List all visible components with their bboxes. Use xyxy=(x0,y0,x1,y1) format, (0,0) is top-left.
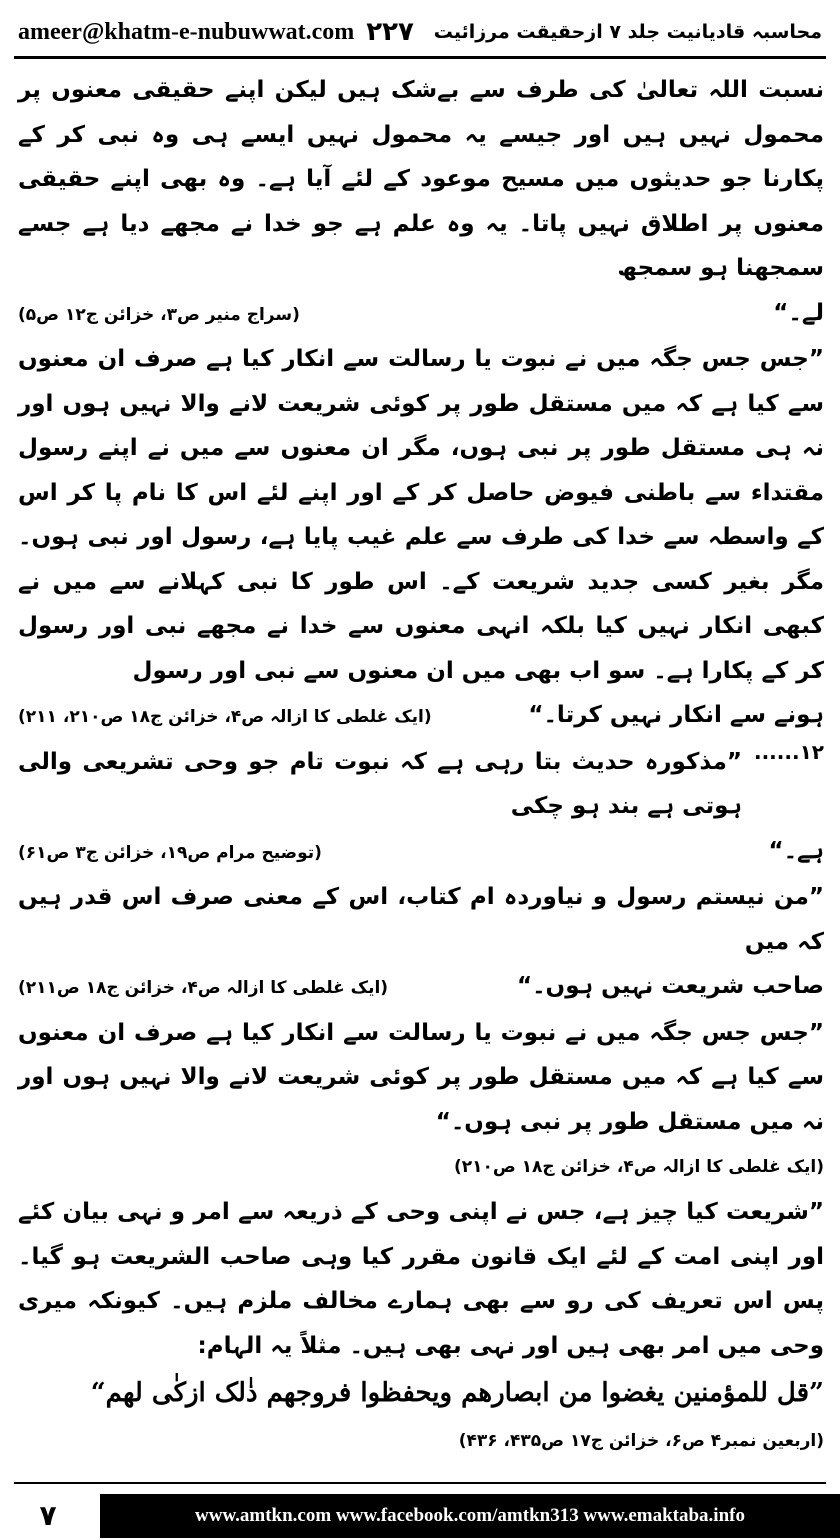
header-email: ameer@khatm-e-nubuwwat.com xyxy=(18,18,355,45)
page-footer xyxy=(0,1490,840,1540)
footer-rule xyxy=(14,1482,826,1484)
citation-4: (ایک غلطی کا ازالہ ص۴، خزائن ج۱۸ ص۲۱۱) xyxy=(18,978,389,998)
paragraph-3: ”مذکورہ حدیث بتا رہی ہے کہ نبوت تام جو وحی تشریعی والی ہوتی ہے بند ہو چکی xyxy=(18,748,742,819)
citation-5: (ایک غلطی کا ازالہ ص۴، خزائن ج۱۸ ص۲۱۰) xyxy=(453,1157,824,1177)
header-book-title: محاسبہ قادیانیت جلد ۷ ازحقیقت مرزائیت xyxy=(433,21,822,43)
numbered-item-12 xyxy=(18,740,824,829)
header-page-number: ۲۲۷ xyxy=(366,17,414,47)
page-header xyxy=(18,14,822,50)
paragraph-2-end xyxy=(18,693,824,740)
header-rule xyxy=(14,56,826,59)
paragraph-3-tail: ہے۔“ xyxy=(768,837,824,864)
paragraph-1: نسبت اللہ تعالیٰ کی طرف سے بےشک ہیں لیکن اپنے حقیقی معنوں پر محمول نہیں ہیں اور جیسے یہ محمول نہیں ایسے ہی وہ نبی کر کے پکارنا جو حدیثوں میں مسیح موعود کے لئے آیا ہے۔ وہ بھی اپنے حقیقی معنوں پر اطلاق نہیں پاتا۔ یہ وہ علم ہے جو خدا نے مجھے دیا ہے جسے سمجھنا ہو سمجھ xyxy=(18,77,824,281)
footer-page-marker: ۷ xyxy=(39,1498,57,1532)
item-number: ۱۲...... xyxy=(753,739,824,764)
citation-3: (توضیح مرام ص۱۹، خزائن ج۳ ص۶۱) xyxy=(18,842,322,863)
page-body xyxy=(18,68,824,1464)
paragraph-3-end xyxy=(18,829,824,876)
citation-1: (سراج منیر ص۳، خزائن ج۱۲ ص۵) xyxy=(18,304,300,325)
paragraph-2: ”جس جس جگہ میں نے نبوت یا رسالت سے انکار کیا ہے صرف ان معنوں سے کیا ہے کہ میں مستقل طور پر کوئی شریعت لانے والا نہیں ہوں اور نہ ہی مستقل طور پر نبی ہوں، مگر ان معنوں سے میں نے اپنے رسول مقتداء سے باطنی فیوض حاصل کر کے اور اپنے لئے اس کا نام پا کر اس کے واسطہ سے خدا کی طرف سے علم غیب پایا ہے، رسول اور نبی ہوں۔ مگر بغیر کسی جدید شریعت کے۔ اس طور کا نبی کہلانے سے میں نے کبھی انکار نہیں کیا بلکہ انہی معنوں سے خدا نے مجھے نبی اور رسول کر کے پکارا ہے۔ سو اب بھی میں ان معنوں سے نبی اور رسول xyxy=(18,346,824,684)
paragraph-4-end xyxy=(18,964,824,1011)
paragraph-2-tail: ہونے سے انکار نہیں کرتا۔“ xyxy=(528,702,824,728)
paragraph-4-tail: صاحب شریعت نہیں ہوں۔“ xyxy=(516,973,824,999)
citation-2: (ایک غلطی کا ازالہ ص۴، خزائن ج۱۸ ص۲۱۰، ۲۱۱) xyxy=(18,707,432,727)
paragraph-1-tail: لے۔“ xyxy=(773,299,824,326)
citation-6: (اربعین نمبر۴ ص۶، خزائن ج۱۷ ص۴۳۵، ۴۳۶) xyxy=(458,1431,824,1451)
paragraph-5: ”جس جس جگہ میں نے نبوت یا رسالت سے انکار کیا ہے صرف ان معنوں سے کیا ہے کہ میں مستقل طور پر کوئی شریعت لانے والا نہیں ہوں اور نہ میں مستقل طور پر نبی ہوں۔“ xyxy=(18,1019,824,1135)
header-left xyxy=(18,17,414,47)
arabic-verse: ”قل للمؤمنین یغضوا من ابصارھم ویحفظوا فروجھم ذٰلک ازکٰی لھم“ xyxy=(90,1378,824,1408)
paragraph-6: ”شریعت کیا چیز ہے، جس نے اپنی وحی کے ذریعہ سے امر و نہی بیان کئے اور اپنی امت کے لئے ایک قانون مقرر کیا وہی صاحب الشریعت ہو گیا۔ پس اس تعریف کی رو سے بھی ہمارے مخالف ملزم ہیں۔ کیونکہ میری وحی میں امر بھی ہیں اور نہی بھی ہیں۔ مثلاً یہ الہام: xyxy=(18,1199,824,1359)
paragraph-4: ”من نیستم رسول و نیاوردہ ام کتاب، اس کے معنی صرف اس قدر ہیں کہ میں xyxy=(18,884,824,955)
footer-website-links: www.amtkn.com www.facebook.com/amtkn313 www.emaktaba.info xyxy=(100,1494,840,1538)
paragraph-1-end xyxy=(18,291,824,338)
